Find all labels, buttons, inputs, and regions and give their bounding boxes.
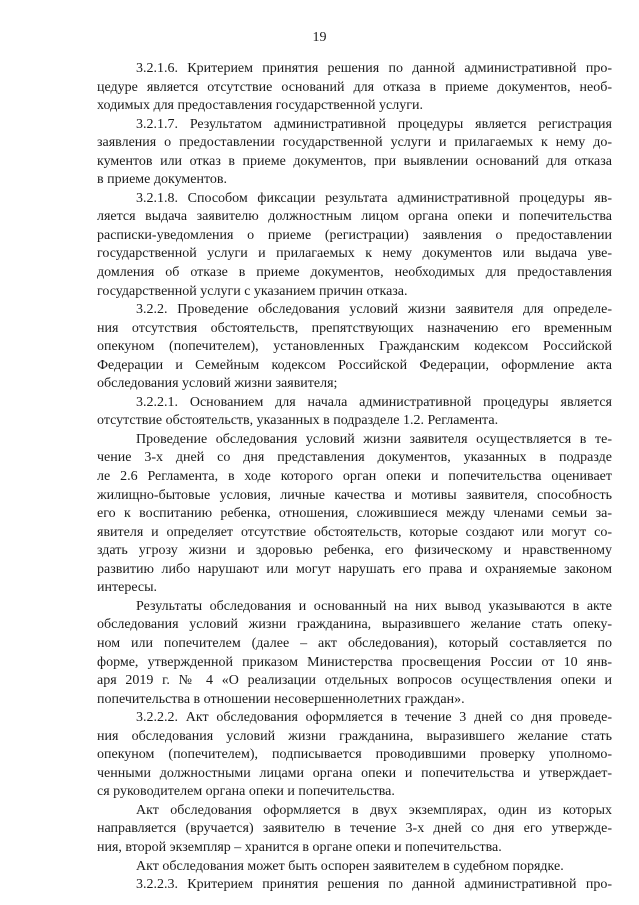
text-line: отсутствие обстоятельств, указанных в подразделе 1.2. Регламента. xyxy=(97,413,499,429)
text-line: явителя и определяет отсутствие обстоятельств, которые создают или могут со- xyxy=(97,524,612,540)
text-line: опекуном (попечителем), подписывается проводившими проверку уполномо- xyxy=(97,747,612,763)
text-line: жилищно-бытовые условия, личные качества и мотивы заявителя, способность xyxy=(97,487,612,503)
text-line: ся руководителем органа опеки и попечительства. xyxy=(97,784,395,800)
text-line: форме, утвержденной приказом Министерства просвещения России от 10 янв- xyxy=(97,654,612,670)
text-line: Акт обследования оформляется в двух экземплярах, один из которых xyxy=(136,802,612,818)
text-line: Результаты обследования и основанный на них вывод указываются в акте xyxy=(136,598,612,614)
text-line: аря 2019 г. № 4 «О реализации отдельных вопросов осуществления опеки и xyxy=(97,673,612,689)
text-line: 3.2.2. Проведение обследования условий жизни заявителя для определе- xyxy=(136,302,612,318)
text-line: государственной услуги и прилагаемых к нему документов или выдача уве- xyxy=(97,246,612,262)
document-body xyxy=(97,60,612,895)
text-line: интересы. xyxy=(97,580,157,596)
text-line: цедуре является отсутствие оснований для отказа в приеме документов, необ- xyxy=(97,79,612,95)
text-line: ния обследования условий жизни гражданина, выразившего желание стать xyxy=(97,728,612,744)
text-line: развитию либо нарушают или могут нарушать его права и охраняемые законом xyxy=(97,561,612,577)
text-line: попечительства в отношении несовершеннолетних граждан». xyxy=(97,691,465,707)
text-line: расписки-уведомления о приеме (регистрации) заявления о предоставлении xyxy=(97,227,612,243)
text-line: ляется выдача заявителю должностным лицом органа опеки и попечительства xyxy=(97,209,612,225)
text-line: Федерации и Семейным кодексом Российской Федерации, оформление акта xyxy=(97,357,612,373)
text-line: обследования условий жизни заявителя; xyxy=(97,376,338,392)
text-line: ния отсутствия обстоятельств, препятствующих назначению его временным xyxy=(97,320,612,336)
text-line: в приеме документов. xyxy=(97,172,228,188)
page-number: 19 xyxy=(312,30,327,45)
text-line: ния, второй экземпляр – хранится в органе опеки и попечительства. xyxy=(97,839,502,855)
text-line: 3.2.2.2. Акт обследования оформляется в течение 3 дней со дня проведе- xyxy=(136,710,612,726)
text-line: здать угрозу жизни и здоровью ребенка, его физическому и нравственному xyxy=(97,543,612,559)
text-line: 3.2.1.6. Критерием принятия решения по данной административной про- xyxy=(136,61,612,76)
text-line: чение 3-х дней со дня представления документов, указанных в подразде xyxy=(97,450,612,466)
text-line: опекуном (попечителем), установленных Гражданским кодексом Российской xyxy=(97,339,612,355)
text-line: его к воспитанию ребенка, отношения, сложившиеся между членами семьи за- xyxy=(97,506,612,522)
text-line: Акт обследования может быть оспорен заявителем в судебном порядке. xyxy=(136,858,564,874)
text-line: ходимых для предоставления государственной услуги. xyxy=(97,98,423,114)
text-line: заявления о предоставлении государственной услуги и прилагаемых к нему до- xyxy=(97,135,612,151)
text-line: обследования условий жизни гражданина, выразившего желание стать опеку- xyxy=(97,617,612,633)
text-line: 3.2.2.3. Критерием принятия решения по данной административной про- xyxy=(136,877,612,893)
text-line: ном или попечителем (далее – акт обследования), который составляется по xyxy=(97,635,612,651)
text-line: направляется (вручается) заявителю в течение 3-х дней со дня его утвержде- xyxy=(97,821,612,837)
text-line: ле 2.6 Регламента, в ходе которого орган опеки и попечительства оценивает xyxy=(97,469,612,485)
text-line: кументов или отказ в приеме документов, при выявлении оснований для отказа xyxy=(97,153,612,169)
text-line: 3.2.2.1. Основанием для начала административной процедуры является xyxy=(136,394,612,410)
text-line: домления об отказе в приеме документов, необходимых для предоставления xyxy=(97,265,612,281)
text-line: 3.2.1.7. Результатом административной процедуры является регистрация xyxy=(136,116,612,132)
text-line: 3.2.1.8. Способом фиксации результата административной процедуры яв- xyxy=(136,190,612,206)
text-line: государственной услуги с указанием причин отказа. xyxy=(97,283,408,299)
text-line: Проведение обследования условий жизни заявителя осуществляется в те- xyxy=(136,431,612,447)
text-line: ченными должностными лицами органа опеки и попечительства и утверждает- xyxy=(97,765,612,781)
